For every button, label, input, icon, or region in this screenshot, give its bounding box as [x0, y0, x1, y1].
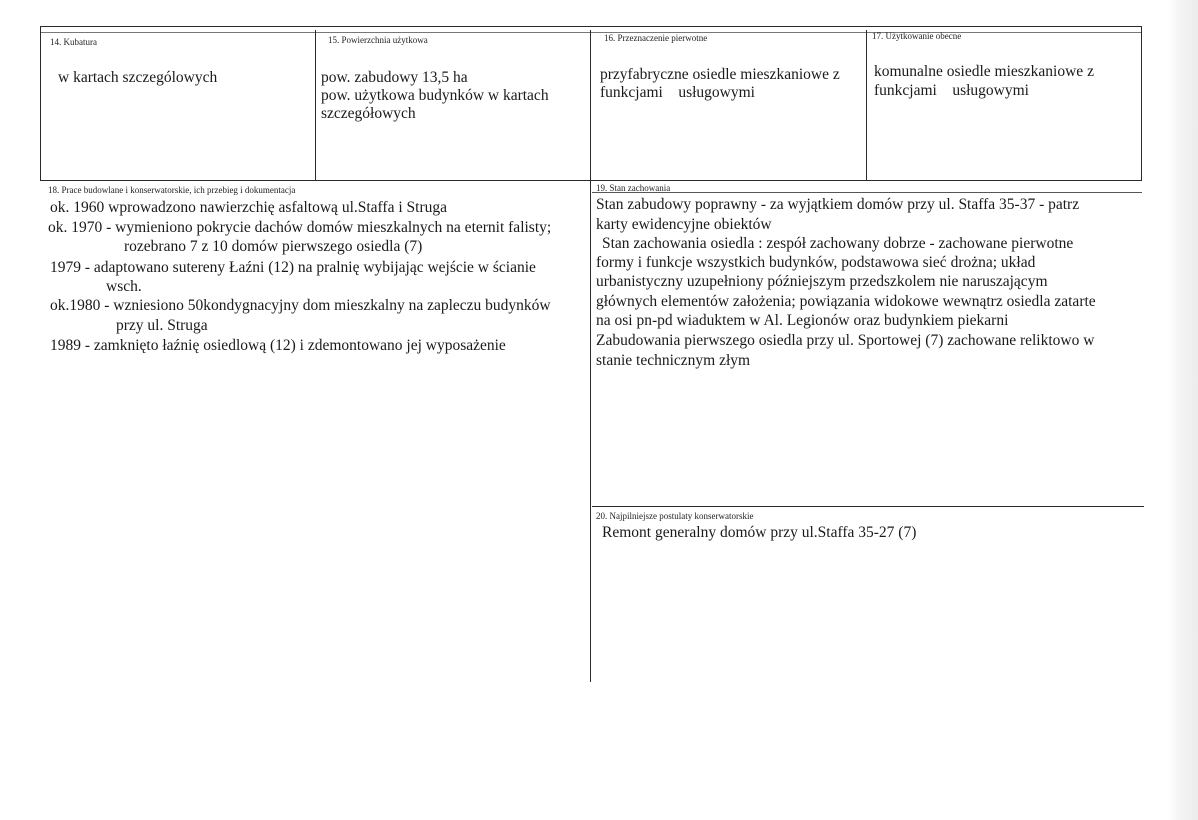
field15-line-1: pow. zabudowy 13,5 ha [321, 69, 468, 86]
field19-label: 19. Stan zachowania [596, 183, 671, 193]
field17-line-2: funkcjami usługowymi [874, 82, 1029, 99]
scan-edge-shadow [1168, 0, 1198, 820]
field17-label: 17. Użytkowanie obecne [872, 31, 962, 41]
field18-line-8: 1989 - zamknięto łaźnię osiedlową (12) i zdemontowano jej wyposażenie [50, 337, 506, 354]
field19-line-9: stanie technicznym złym [596, 352, 751, 369]
field19-line-5: urbanistyczny uzupełniony późniejszym przedszkolem nie naruszającym [596, 273, 1048, 290]
field20-value: Remont generalny domów przy ul.Staffa 35-27 (7) [602, 524, 917, 541]
field18-line-2: ok. 1970 - wymieniono pokrycie dachów domów mieszkalnych na eternit falisty; [48, 219, 552, 236]
field18-line-6: ok.1980 - wzniesiono 50kondygnacyjny dom mieszkalny na zapleczu budynków [50, 297, 551, 314]
field15-line-2: pow. użytkowa budynków w kartach [321, 87, 549, 104]
field14-label: 14. Kubatura [50, 37, 97, 47]
field18-line-1: ok. 1960 wprowadzono nawierzchię asfaltową ul.Staffa i Struga [50, 199, 447, 216]
right-border-line [1141, 26, 1142, 181]
field19-line-4: formy i funkcje wszystkich budynków, podstawowa sieć drożna; układ [596, 254, 1036, 271]
field19-line-2: karty ewidencyjne obiektów [596, 216, 772, 233]
field16-label: 16. Przeznaczenie pierwotne [604, 33, 708, 43]
field18-line-4: 1979 - adaptowano sutereny Łaźni (12) na pralnię wybijając wejście w ścianie [50, 259, 536, 276]
top-row-divider [40, 32, 1142, 33]
field17-line-1: komunalne osiedle mieszkaniowe z [874, 63, 1094, 80]
field14-value: w kartach szczególowych [58, 69, 218, 86]
left-border-line [40, 26, 41, 181]
field20-label: 20. Najpilniejsze postulaty konserwatorskie [596, 511, 754, 521]
divider-15-16 [590, 30, 591, 682]
field18-line-5: wsch. [106, 278, 142, 295]
field18-line-3: rozebrano 7 z 10 domów pierwszego osiedla (7) [124, 238, 423, 255]
field19-line-6: głównych elementów założenia; powiązania widokowe wewnątrz osiedla zatarte [596, 293, 1096, 310]
middle-row-divider [40, 180, 1142, 181]
field18-label: 18. Prace budowlane i konserwatorskie, ich przebieg i dokumentacja [48, 185, 296, 195]
divider-16-17 [866, 30, 867, 180]
field15-label: 15. Powierzchnia użytkowa [328, 35, 428, 45]
field19-line-1: Stan zabudowy poprawny - za wyjątkiem domów przy ul. Staffa 35-37 - patrz [596, 196, 1080, 213]
field18-line-7: przy ul. Struga [116, 317, 208, 334]
section19-underline [592, 192, 1142, 193]
divider-14-15 [315, 30, 316, 180]
top-border-line [40, 26, 1142, 27]
field19-line-7: na osi pn-pd wiaduktem w Al. Legionów oraz budynkiem piekarni [596, 312, 1009, 329]
section20-divider [592, 506, 1144, 507]
field16-line-1: przyfabryczne osiedle mieszkaniowe z [600, 66, 840, 83]
field19-line-3: Stan zachowania osiedla : zespół zachowany dobrze - zachowane pierwotne [602, 235, 1074, 252]
field19-line-8: Zabudowania pierwszego osiedla przy ul. Sportowej (7) zachowane reliktowo w [596, 332, 1095, 349]
field16-line-2: funkcjami usługowymi [600, 84, 755, 101]
field15-line-3: szczegółowych [321, 105, 416, 122]
